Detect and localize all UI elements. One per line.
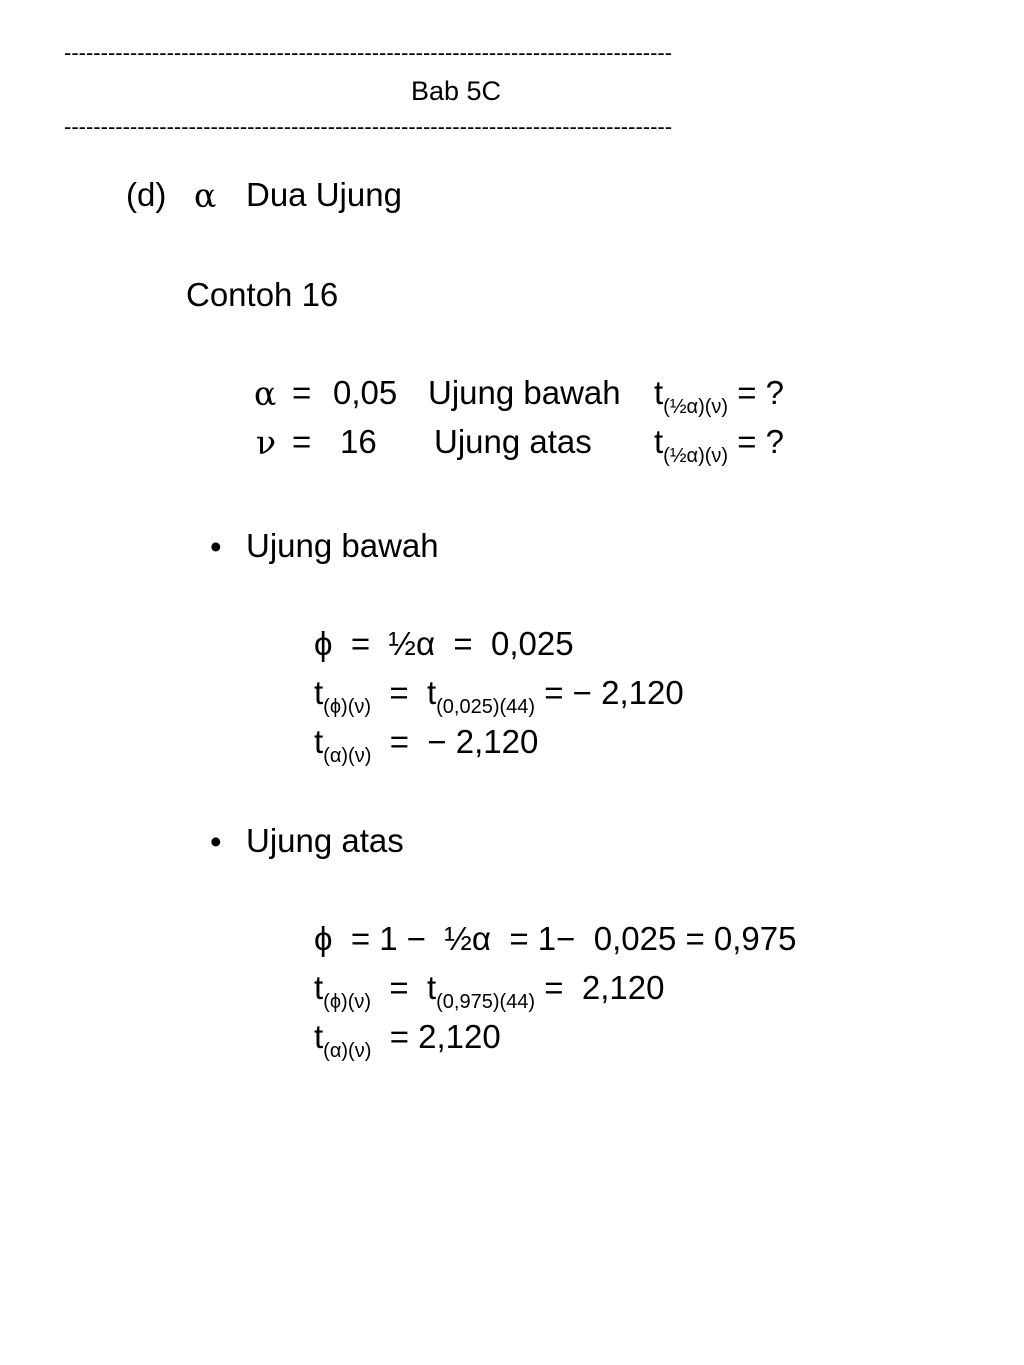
lower-t-phi-subscript: (ϕ)(ν) <box>323 696 372 718</box>
given-nu-value: 16 <box>340 423 377 460</box>
lower-t-phi-line: $t_{(\phi)(\nu)} = t_{(0,025)(44)}$ = − 2,120 <box>314 674 684 718</box>
given-nu-symbol: ν <box>256 423 277 462</box>
page-title: Bab 5C <box>411 76 502 106</box>
lower-title: Ujung bawah <box>246 527 439 564</box>
header-rule-bottom: ----------------------------------------------------------------------------------- <box>64 114 673 139</box>
upper-t-table-subscript: (0,975)(44) <box>436 991 536 1013</box>
lower-bullet: • <box>210 528 222 565</box>
upper-t-phi-subscript: (ϕ)(ν) <box>323 991 372 1013</box>
given-lower-label: Ujung bawah <box>428 374 621 411</box>
lower-t-alpha-line: $t_{(\alpha)(\nu)}$ = − 2,120 <box>314 723 539 767</box>
upper-phi-line: ϕ = 1 − ½α = 1− 0,025 = 0,975 <box>314 920 797 957</box>
upper-bullet: • <box>210 823 222 860</box>
section-symbol: α <box>194 176 217 215</box>
upper-t-phi-line: $t_{(\phi)(\nu)} = t_{(0,975)(44)} = 2,120$ <box>314 969 665 1013</box>
section-title: Dua Ujung <box>246 176 402 213</box>
given-alpha-value: 0,05 <box>333 374 398 411</box>
given-nu-eq: = <box>292 423 312 460</box>
section-marker: (d) <box>126 176 167 213</box>
upper-title: Ujung atas <box>246 822 404 859</box>
given-lower-t: $t_{(\frac{1}{2}\alpha)(\nu)}$ = ? <box>654 374 785 418</box>
lower-phi-line: ϕ = ½α = 0,025 <box>314 625 574 662</box>
given-lower-t-subscript: (½α)(ν) <box>663 396 729 418</box>
upper-t-alpha-subscript: (α)(ν) <box>323 1040 372 1062</box>
example-title: Contoh 16 <box>186 276 339 313</box>
given-upper-label: Ujung atas <box>434 423 592 460</box>
given-upper-t: $t_{(\frac{1}{2}\alpha)(\nu)}$ = ? <box>654 423 785 467</box>
header-rule-top: ----------------------------------------------------------------------------------- <box>64 40 673 65</box>
upper-t-alpha-line: $t_{(\alpha)(\nu)} = 2,120$ <box>314 1018 501 1062</box>
given-upper-t-subscript: (½α)(ν) <box>663 445 729 467</box>
given-alpha-eq: = <box>292 374 312 411</box>
lower-t-alpha-subscript: (α)(ν) <box>323 745 372 767</box>
lower-t-table-subscript: (0,025)(44) <box>436 696 536 718</box>
given-alpha-symbol: α <box>254 374 277 413</box>
